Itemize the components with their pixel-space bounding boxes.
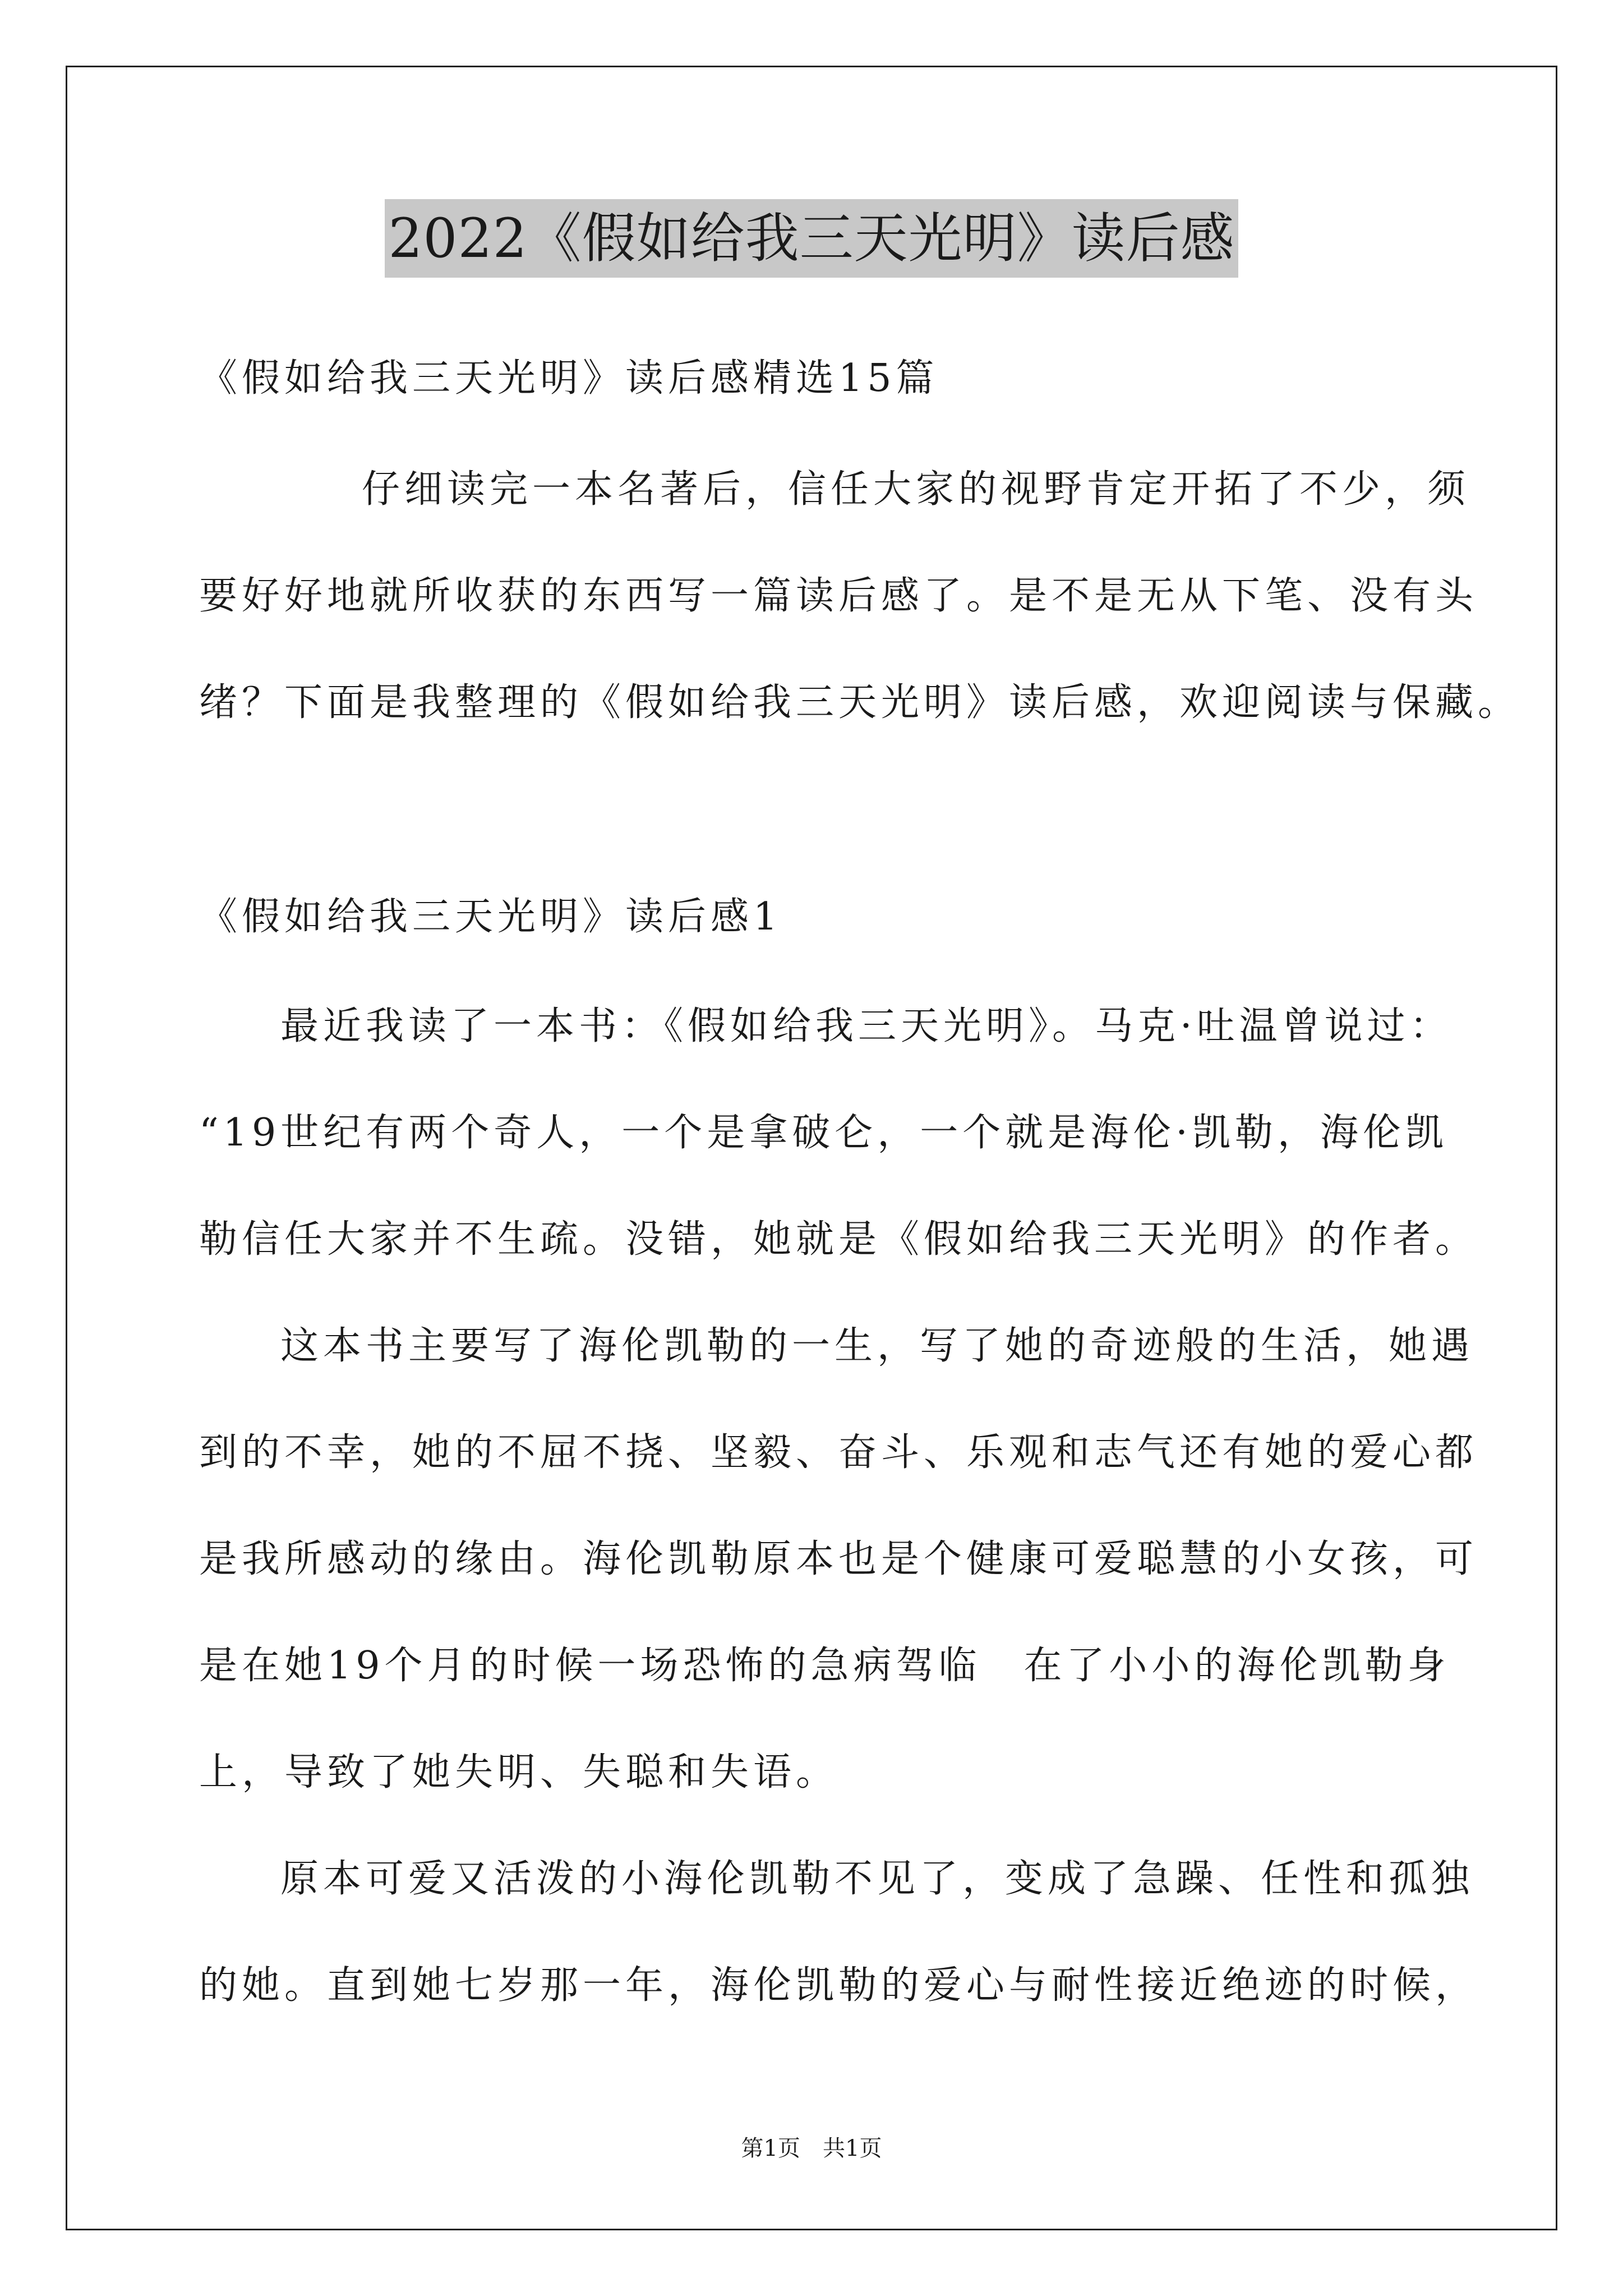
intro-line-1: 仔细读完一本名著后，信任大家的视野肯定开拓了不少，须 xyxy=(362,467,1470,512)
body-line-1: 最近我读了一本书：《假如给我三天光明》。马克·吐温曾说过： xyxy=(280,1004,1453,1048)
body-line-8: 上，导致了她失明、失聪和失语。 xyxy=(199,1750,839,1795)
body-line-4: 这本书主要写了海伦凯勒的一生，写了她的奇迹般的生活，她遇 xyxy=(280,1324,1474,1368)
page-number: 第1页 xyxy=(741,2136,800,2161)
document-title: 2022《假如给我三天光明》读后感 xyxy=(385,199,1238,278)
page-total: 共1页 xyxy=(823,2136,882,2161)
subtitle: 《假如给我三天光明》读后感精选15篇 xyxy=(199,356,939,401)
body-line-3: 勒信任大家并不生疏。没错，她就是《假如给我三天光明》的作者。 xyxy=(199,1217,1478,1262)
body-line-7: 是在她19个月的时候一场恐怖的急病驾临 在了小小的海伦凯勒身 xyxy=(199,1644,1450,1688)
body-line-5: 到的不幸，她的不屈不挠、坚毅、奋斗、乐观和志气还有她的爱心都 xyxy=(199,1430,1478,1475)
intro-line-2: 要好好地就所收获的东西写一篇读后感了。是不是无从下笔、没有头 xyxy=(199,574,1478,618)
body-line-6: 是我所感动的缘由。海伦凯勒原本也是个健康可爱聪慧的小女孩，可 xyxy=(199,1537,1478,1581)
page-footer xyxy=(0,2132,1623,2165)
section-heading: 《假如给我三天光明》读后感1 xyxy=(199,895,782,939)
title-container xyxy=(0,199,1623,278)
body-line-10: 的她。直到她七岁那一年，海伦凯勒的爱心与耐性接近绝迹的时候， xyxy=(199,1963,1478,2008)
intro-line-3: 绪？下面是我整理的《假如给我三天光明》读后感，欢迎阅读与保藏。 xyxy=(199,680,1521,725)
body-line-2: “19世纪有两个奇人，一个是拿破仑，一个就是海伦·凯勒，海伦凯 xyxy=(199,1111,1448,1155)
body-line-9: 原本可爱又活泼的小海伦凯勒不见了，变成了急躁、任性和孤独 xyxy=(280,1857,1474,1901)
